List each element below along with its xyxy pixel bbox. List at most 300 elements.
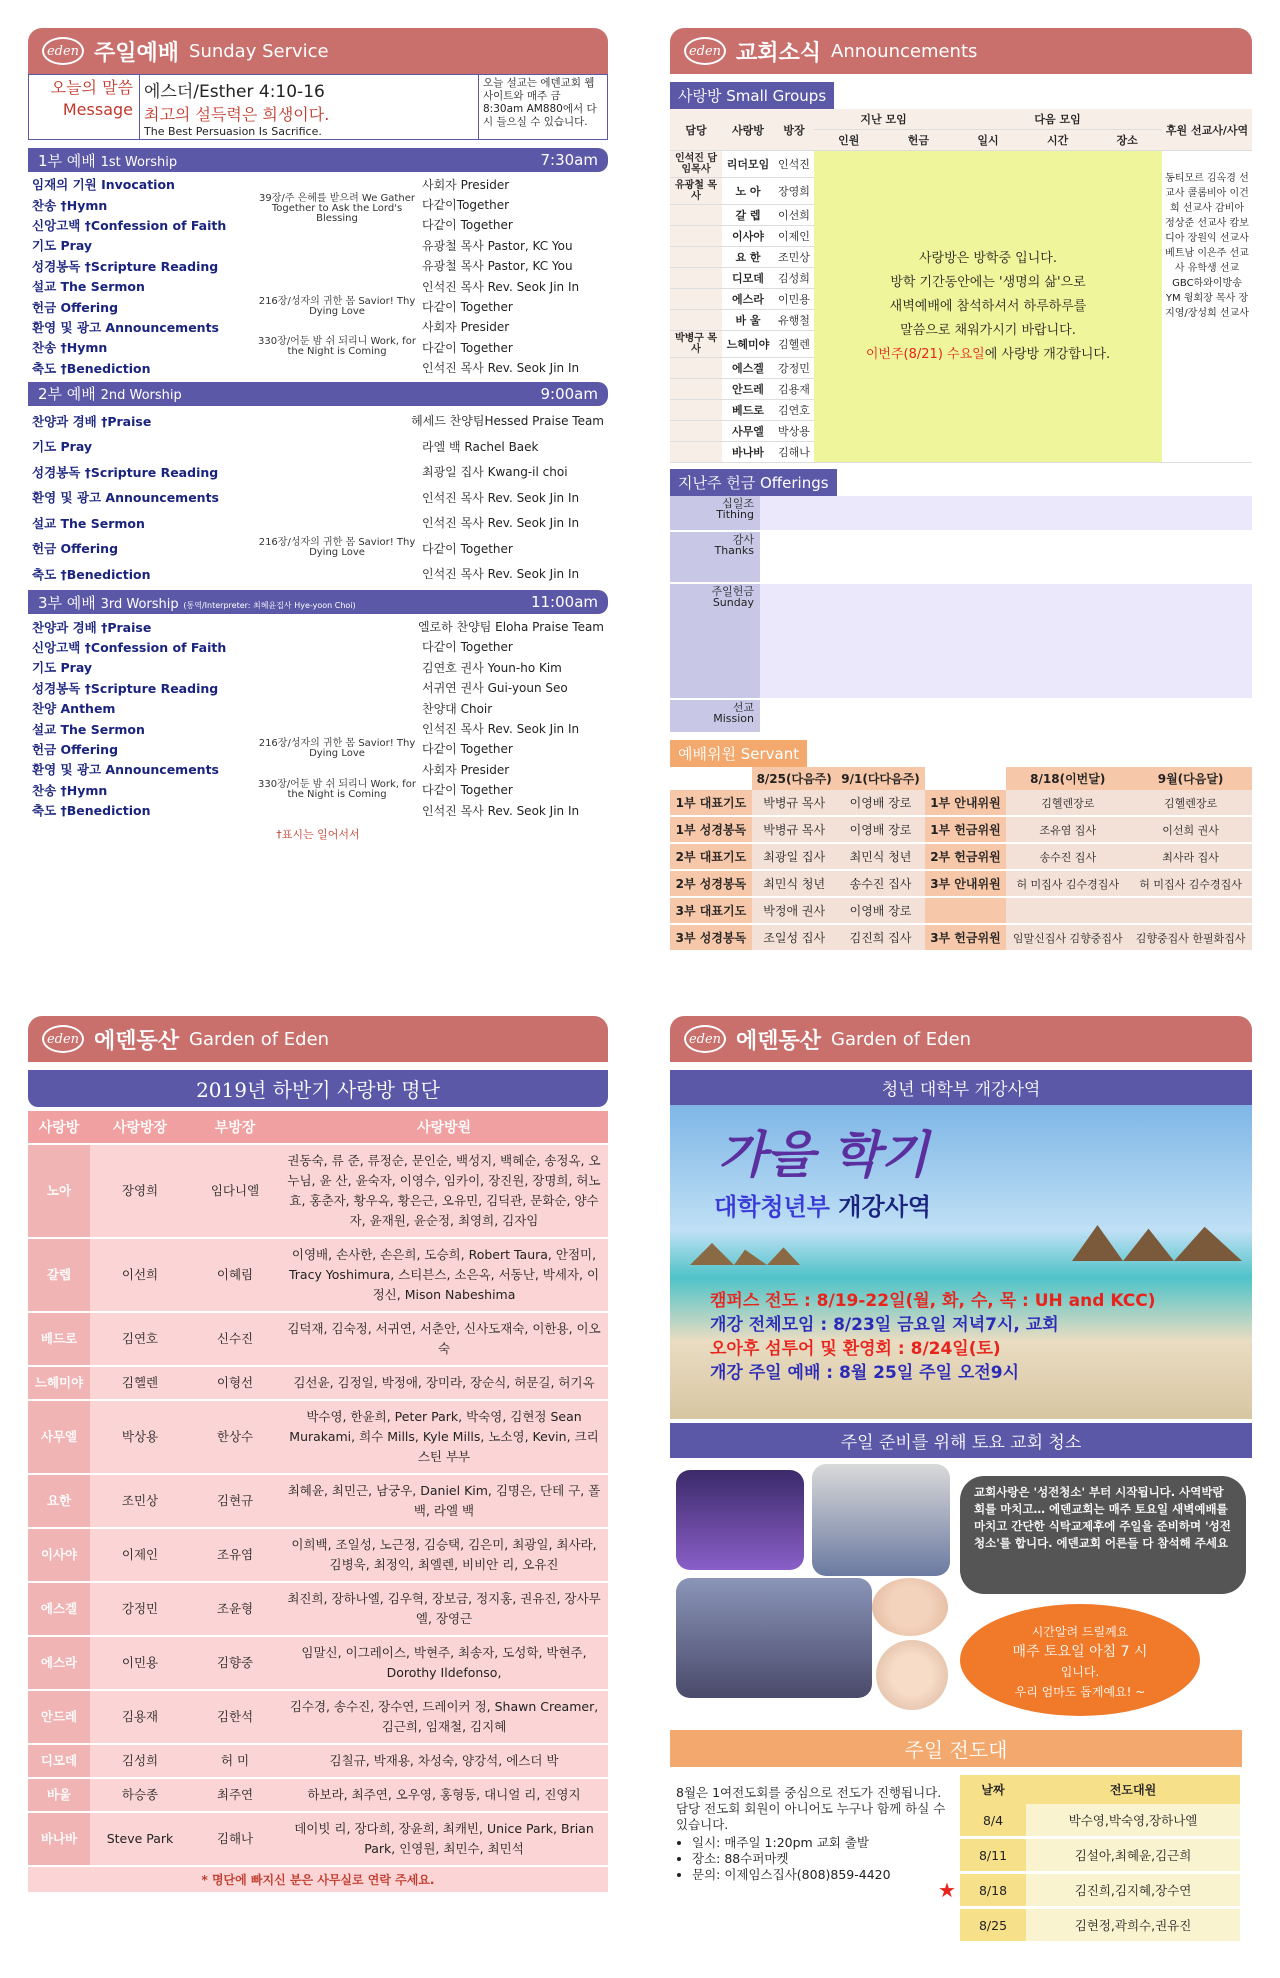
servant-name: 이영배 장로 [837,790,925,816]
photo-baby-2 [876,1640,948,1710]
col-time: 시간 [1023,130,1093,151]
servant-name: 조일성 집사 [752,924,837,951]
roster-sub: 신수진 [190,1312,280,1366]
offering-amount [760,700,1252,732]
order-item: 신앙고백 †Confession of Faith [32,639,227,655]
roster-sub: 김한석 [190,1690,280,1744]
evangelism-place: • 장소: 88수퍼마켓 [692,1851,954,1867]
hut-left [690,1243,800,1265]
order-item: 헌금 Offering [32,299,119,315]
announcements-title-ko: 교회소식 [736,40,822,66]
announcements-header [670,28,1252,74]
roster-members: 데이빗 리, 장다희, 장윤희, 최캐빈, Unice Park, Brian Park, 인영원, 최민수, 최민석 [280,1812,608,1866]
roster-members: 하보라, 최주연, 오우영, 홍형동, 대니얼 리, 진영지 [280,1778,608,1812]
order-row [32,317,604,337]
order-leader: 서귀연 권사 Gui-youn Seo [422,681,568,696]
order-item: 성경봉독 †Scripture Reading [32,680,219,696]
roster-col-group: 사랑방 [28,1111,90,1144]
servant-name: 허 미집사 김수경집사 [1129,870,1252,897]
poster-sub2: 개강사역 [838,1193,932,1221]
sg-group: 바 울 [722,310,774,331]
service-header [28,28,608,74]
sv-col-2: 8/18(이번달) [1006,767,1129,790]
roster-sub: 이혜림 [190,1238,280,1312]
standing-footnote: †표시는 일어서서 [276,828,360,842]
notice-open-date: 이번주(8/21) 수요일 [865,346,985,362]
sv-col-0: 8/25(다음주) [752,767,837,790]
small-groups-tab: 사랑방 Small Groups [670,82,834,109]
notice-line: 방학 기간동안에는 '생명의 삶'으로 [890,274,1086,290]
roster-row [28,1366,608,1400]
roster-members: 박수영, 한윤희, Peter Park, 박숙영, 김현정 Sean Murakami, 희수 Mills, Kyle Mills, 노소영, Kevin, 크리스틴 부부 [280,1400,608,1474]
offering-row [670,584,1252,700]
worship3-interpreter: (통역/Interpreter: 최혜윤집사 Hye-yoon Choi) [183,600,356,610]
col-owner: 담당 [670,109,722,151]
servant-name: 이영배 장로 [837,897,925,924]
order-row [32,408,604,434]
servant-row [670,816,1252,843]
worship1-time: 7:30am [540,151,598,169]
ev-date [938,1873,1026,1908]
offering-row [670,496,1252,532]
fall-semester-poster [670,1105,1252,1419]
offering-label-en: Tithing [716,508,754,521]
cleaning-block [670,1464,1252,1726]
worship2-order [28,406,608,589]
servant-role: 3부 헌금위원 [925,924,1007,951]
poster-line-campus: 캠퍼스 전도 : 8/19-22일(월, 화, 수, 목 : UH and KCC) [710,1291,1156,1311]
ev-date-text: 8/25 [978,1917,1008,1933]
servant-name: 박정애 권사 [752,897,837,924]
offering-label [670,700,760,732]
order-row [32,510,604,536]
roster-row [28,1690,608,1744]
servant-role: 1부 대표기도 [670,790,752,816]
roster-leader: 박상용 [90,1400,190,1474]
service-title-en: Sunday Service [189,40,329,62]
roster-sub: 김현규 [190,1474,280,1528]
col-count: 인원 [814,130,884,151]
order-item: 기도 Pray [32,660,93,676]
order-leader: 유광철 목사 Pastor, KC You [422,259,573,274]
roster-row [28,1778,608,1812]
order-row [32,276,604,296]
ev-members: 김현정,곽희수,권유진 [1026,1908,1240,1943]
roster-sub: 임다니엘 [190,1144,280,1238]
events-section [670,1016,1252,1944]
servant-name: 최민식 청년 [752,870,837,897]
roster-row [28,1400,608,1474]
order-item: 설교 The Sermon [32,515,145,531]
order-leader: 인석진 목사 Rev. Seok Jin In [422,722,580,737]
roster-leader: 이민용 [90,1636,190,1690]
sg-missionaries: 동티모르 김옥경 선교사 콜롬비아 이건희 선교사 감비아 정상준 선교사 캄보디아 장원익 선교사 베트남 이은주 선교사 유학생 선교 GBC하와이방송 YM 윙회장 목사 장지영/장성희 선교사 [1162,151,1252,463]
worship3-order [28,614,608,822]
message-label-en: Message [62,100,133,119]
announcements-section [670,28,1252,952]
bubble-line-2: 매주 토요일 아침 7 시 [1012,1644,1148,1660]
sg-group: 바나바 [722,442,774,463]
service-title-ko: 주일예배 [94,40,180,66]
order-row [32,637,604,657]
evangelism-table [938,1775,1240,1944]
sg-owner [670,310,722,331]
roster-leader: Steve Park [90,1812,190,1866]
worship2-en: 2nd Worship [100,388,182,404]
worship3-bar [28,590,608,614]
cleaning-bar: 주일 준비를 위해 토요 교회 청소 [670,1423,1252,1458]
order-hymn: 39장/주 은혜를 받으려 We Gather Together to Ask the Lord's Blessing [259,193,415,225]
servant-name: 송수진 집사 [837,870,925,897]
roster-col-leader: 사랑방장 [90,1111,190,1144]
roster-leader: 강정민 [90,1582,190,1636]
eden-logo: eden [42,37,84,65]
offering-label [670,496,760,530]
roster-sub: 김해나 [190,1812,280,1866]
order-leader: 유광철 목사 Pastor, KC You [422,238,573,253]
sg-group: 갈 렙 [722,205,774,226]
order-item: 찬송 †Hymn [32,197,108,213]
roster-members: 김칠규, 박재용, 차성숙, 양강석, 에스더 박 [280,1744,608,1778]
col-next-meeting: 다음 모임 [953,109,1162,130]
order-row [32,739,604,759]
order-leader: 라엘 백 Rachel Baek [422,439,539,454]
order-row [32,780,604,800]
scripture: 에스더/Esther 4:10-16 [144,82,325,102]
roster-members: 최혜윤, 최민근, 남궁우, Daniel Kim, 김명은, 단테 구, 폴 백, 라엘 백 [280,1474,608,1528]
worship1-order [28,172,608,380]
sg-group: 이사야 [722,226,774,247]
roster-row [28,1474,608,1528]
order-leader: 다같이 Together [422,218,513,233]
order-leader: 인석진 목사 Rev. Seok Jin In [422,361,580,376]
roster-leader: 김성희 [90,1744,190,1778]
roster-members: 김선윤, 김정일, 박정애, 장미라, 장순식, 허문길, 허기옥 [280,1366,608,1400]
roster-row [28,1812,608,1866]
order-leader: 인석진 목사 Rev. Seok Jin In [422,567,580,582]
sg-group: 에스겔 [722,358,774,379]
servant-role: 1부 헌금위원 [925,816,1007,843]
events-title-en: Garden of Eden [831,1028,972,1050]
sermon-title: 최고의 설득력은 희생이다. [144,105,330,124]
servant-name: 최광일 집사 [752,843,837,870]
servant-row [670,843,1252,870]
col-missionary: 후원 선교사/사역 [1162,109,1252,151]
sg-group: 에스라 [722,289,774,310]
eden-logo: eden [684,1025,726,1053]
offering-row [670,700,1252,734]
events-title-ko: 에덴동산 [736,1028,822,1054]
offerings-tab: 지난주 헌금 Offerings [670,469,837,496]
servant-name [1006,897,1129,924]
sg-host: 김성희 [774,268,814,289]
order-hymn: 216장/성자의 귀한 몸 Savior! Thy Dying Love [258,537,416,559]
notice-open-line [817,343,1159,367]
sg-group: 노 아 [722,178,774,205]
servant-name: 김헬렌장로 [1129,790,1252,816]
sg-owner: 유광철 목 사 [670,178,722,205]
servant-role [925,897,1007,924]
order-leader: 헤세드 찬양팀Hessed Praise Team [411,414,604,429]
order-row [32,561,604,587]
star-icon: ★ [938,1878,956,1902]
servant-name: 이영배 장로 [837,816,925,843]
order-row [32,535,604,561]
ev-col-date: 날짜 [960,1775,1026,1804]
offering-label-ko: 주일헌금 [711,585,754,598]
sg-host: 이제인 [774,226,814,247]
servant-role: 2부 성경봉독 [670,870,752,897]
roster-group: 갈렙 [28,1238,90,1312]
order-item: 설교 The Sermon [32,279,145,295]
roster-leader: 이제인 [90,1528,190,1582]
roster-section [28,1016,608,1892]
roster-row [28,1636,608,1690]
notice-line: 사랑방은 방학중 입니다. [919,250,1057,266]
servant-tab: 예배위원 Servant [670,740,807,767]
sunday-service-section [28,28,608,842]
order-row [32,174,604,194]
events-header [670,1016,1252,1062]
sg-group: 베드로 [722,400,774,421]
order-row [32,698,604,718]
col-host: 방장 [774,109,814,151]
sg-group: 리더모임 [722,151,774,178]
sg-host: 조민상 [774,247,814,268]
order-item: 성경봉독 †Scripture Reading [32,464,219,480]
evangelism-row [960,1838,1240,1873]
photo-sanctuary [812,1464,950,1576]
sg-host: 김연호 [774,400,814,421]
servant-row [670,924,1252,951]
sg-notice [814,151,1162,463]
servant-name: 조유염 집사 [1006,816,1129,843]
order-row [32,296,604,316]
worship1-bar [28,148,608,172]
servant-name [1129,897,1252,924]
order-leader: 인석진 목사 Rev. Seok Jin In [422,516,580,531]
roster-group: 느헤미야 [28,1366,90,1400]
order-row [32,235,604,255]
evangelism-intro: 8월은 1여전도회를 중심으로 전도가 진행됩니다. 담당 전도회 회원이 아니어도 누구나 함께 하실 수 있습니다. [676,1785,946,1832]
ev-date [960,1908,1026,1943]
order-leader: 최광일 집사 Kwang-il choi [422,465,568,480]
order-row [32,358,604,378]
sg-group: 느헤미야 [722,331,774,358]
servant-name: 박병규 목사 [752,816,837,843]
offerings-table [670,496,1252,734]
roster-group: 디모데 [28,1744,90,1778]
order-item: 헌금 Offering [32,741,119,757]
servant-table [670,767,1252,952]
announcements-title-en: Announcements [831,40,978,62]
servant-role: 3부 안내위원 [925,870,1007,897]
col-offering: 헌금 [884,130,954,151]
roster-sub: 한상수 [190,1400,280,1474]
col-date: 일시 [953,130,1023,151]
order-row [32,337,604,357]
offering-amount [760,532,1252,582]
order-item: 기도 Pray [32,238,93,254]
college-bar: 청년 대학부 개강사역 [670,1070,1252,1105]
servant-row [670,870,1252,897]
order-row [32,433,604,459]
order-item: 환영 및 광고 Announcements [32,762,219,778]
servant-role: 2부 헌금위원 [925,843,1007,870]
roster-members: 최진희, 장하나엘, 김우혁, 장보금, 정지홍, 권유진, 장사무엘, 장영근 [280,1582,608,1636]
roster-header [28,1016,608,1062]
roster-sub: 최주연 [190,1778,280,1812]
order-item: 임재의 기원 Invocation [32,177,175,193]
ev-col-members: 전도대원 [1026,1775,1240,1804]
poster-line-service: 개강 주일 예배 : 8월 25일 주일 오전9시 [710,1363,1020,1383]
order-leader: 다같이 Together [422,541,513,556]
roster-sub: 조유염 [190,1528,280,1582]
roster-leader: 이선희 [90,1238,190,1312]
col-group: 사랑방 [722,109,774,151]
order-item: 찬양과 경배 †Praise [32,413,152,429]
sg-host: 유행철 [774,310,814,331]
order-leader: 다같이Together [422,198,510,213]
roster-row [28,1144,608,1238]
order-row [32,678,604,698]
sg-group: 안드레 [722,379,774,400]
col-place: 장소 [1092,130,1162,151]
servant-name: 허 미집사 김수경집사 [1006,870,1129,897]
order-leader: 엘로하 찬양팀 Eloha Praise Team [417,620,604,635]
order-item: 설교 The Sermon [32,721,145,737]
worship3-name: 3부 예배 [38,593,96,612]
roster-members: 이영배, 손사한, 손은희, 도승희, Robert Taura, 안점미, Tracy Yoshimura, 스티븐스, 소은옥, 서동난, 박세자, 이정신, Mison Nabeshima [280,1238,608,1312]
message-label-ko: 오늘의 말씀 [50,78,133,97]
poster-sub: 대학청년부 [714,1193,830,1221]
roster-sub: 이형선 [190,1366,280,1400]
order-leader: 다같이 Together [422,640,513,655]
sg-owner [670,421,722,442]
offering-amount [760,496,1252,530]
servant-name: 송수진 집사 [1006,843,1129,870]
evangelism-row [960,1908,1240,1943]
bubble-line-3: 입니다. [1060,1665,1100,1679]
order-leader: 찬양대 Choir [422,701,493,716]
hut-right [1072,1225,1242,1261]
order-row [32,256,604,276]
servant-role: 3부 대표기도 [670,897,752,924]
sg-host: 박상용 [774,421,814,442]
sg-group: 디모데 [722,268,774,289]
roster-table [28,1111,608,1867]
roster-leader: 김연호 [90,1312,190,1366]
servant-row [670,897,1252,924]
roster-members: 이희백, 조일성, 노근정, 김승택, 김은미, 최광일, 최사라, 김병욱, 최정익, 최엘렌, 비비안 리, 오유진 [280,1528,608,1582]
roster-group: 바나바 [28,1812,90,1866]
order-leader: 사회자 Presider [422,762,510,777]
roster-group: 이사야 [28,1528,90,1582]
servant-role: 2부 대표기도 [670,843,752,870]
ev-date [960,1838,1026,1873]
offering-label-ko: 선교 [732,701,754,714]
roster-leader: 조민상 [90,1474,190,1528]
order-item: 환영 및 광고 Announcements [32,319,219,335]
ev-date-text: 8/4 [982,1812,1004,1828]
sg-owner [670,268,722,289]
roster-group: 베드로 [28,1312,90,1366]
bubble-line-1: 시간알려 드릴께요 [1031,1625,1129,1639]
roster-sub: 허 미 [190,1744,280,1778]
order-row [32,800,604,820]
eden-logo: eden [684,37,726,65]
sermon-replay-note: 오늘 설교는 에덴교회 웹사이트와 매주 금 8:30am AM880에서 다시 들으실 수 있습니다. [483,77,597,128]
sg-owner [670,442,722,463]
roster-members: 김수경, 송수진, 장수연, 드레이커 정, Shawn Creamer, 김근희, 임재철, 김지혜 [280,1690,608,1744]
sv-col-3: 9월(다음달) [1129,767,1252,790]
roster-group: 에스겔 [28,1582,90,1636]
order-leader: 사회자 Presider [422,177,510,192]
servant-role: 3부 성경봉독 [670,924,752,951]
order-row [32,718,604,738]
order-leader: 인석진 목사 Rev. Seok Jin In [422,279,580,294]
order-item: 축도 †Benediction [32,566,151,582]
order-item: 헌금 Offering [32,541,119,557]
order-leader: 다같이 Together [422,783,513,798]
order-hymn: 330장/어둔 밤 쉬 되리니 Work, for the Night is Coming [258,778,416,800]
order-item: 축도 †Benediction [32,803,151,819]
roster-row [28,1528,608,1582]
offering-label-en: Sunday [712,596,754,609]
roster-title-en: Garden of Eden [189,1028,330,1050]
evangelism-contact: • 문의: 이제임스집사(808)859-4420 [692,1867,954,1883]
worship3-time: 11:00am [530,593,598,612]
order-row [32,484,604,510]
ev-date-text: 8/11 [978,1847,1008,1863]
ev-date [960,1804,1026,1838]
roster-group: 안드레 [28,1690,90,1744]
sg-host: 인석진 [774,151,814,178]
offering-row [670,532,1252,584]
servant-role: 1부 성경봉독 [670,816,752,843]
photo-worship [676,1470,804,1570]
order-leader: 김연호 권사 Youn-ho Kim [422,660,562,675]
photo-baby-1 [872,1578,948,1636]
roster-col-sub: 부방장 [190,1111,280,1144]
sg-owner [670,205,722,226]
eden-logo: eden [42,1025,84,1053]
col-last-meeting: 지난 모임 [814,109,953,130]
evangelism-row [960,1804,1240,1838]
sg-host: 강정민 [774,358,814,379]
sg-owner [670,226,722,247]
servant-name: 박병규 목사 [752,790,837,816]
offering-label-ko: 십일조 [722,497,754,510]
roster-sub: 김향중 [190,1636,280,1690]
servant-name: 김향중집사 한필화집사 [1129,924,1252,951]
order-item: 축도 †Benediction [32,360,151,376]
sermon-title-en: The Best Persuasion Is Sacrifice. [144,125,322,138]
offering-label-en: Thanks [714,544,754,557]
roster-leader: 김헬렌 [90,1366,190,1400]
servant-row [670,790,1252,816]
roster-row [28,1238,608,1312]
sg-owner [670,289,722,310]
order-hymn: 216장/성자의 귀한 몸 Savior! Thy Dying Love [258,295,416,317]
roster-group: 에스라 [28,1636,90,1690]
roster-col-members: 사랑방원 [280,1111,608,1144]
servant-name: 이선희 권사 [1129,816,1252,843]
evangelism-title: 주일 전도대 [670,1730,1242,1767]
poster-title: 가을 학기 [718,1126,929,1184]
order-leader: 사회자 Presider [422,320,510,335]
order-item: 찬양과 경배 †Praise [32,619,152,635]
